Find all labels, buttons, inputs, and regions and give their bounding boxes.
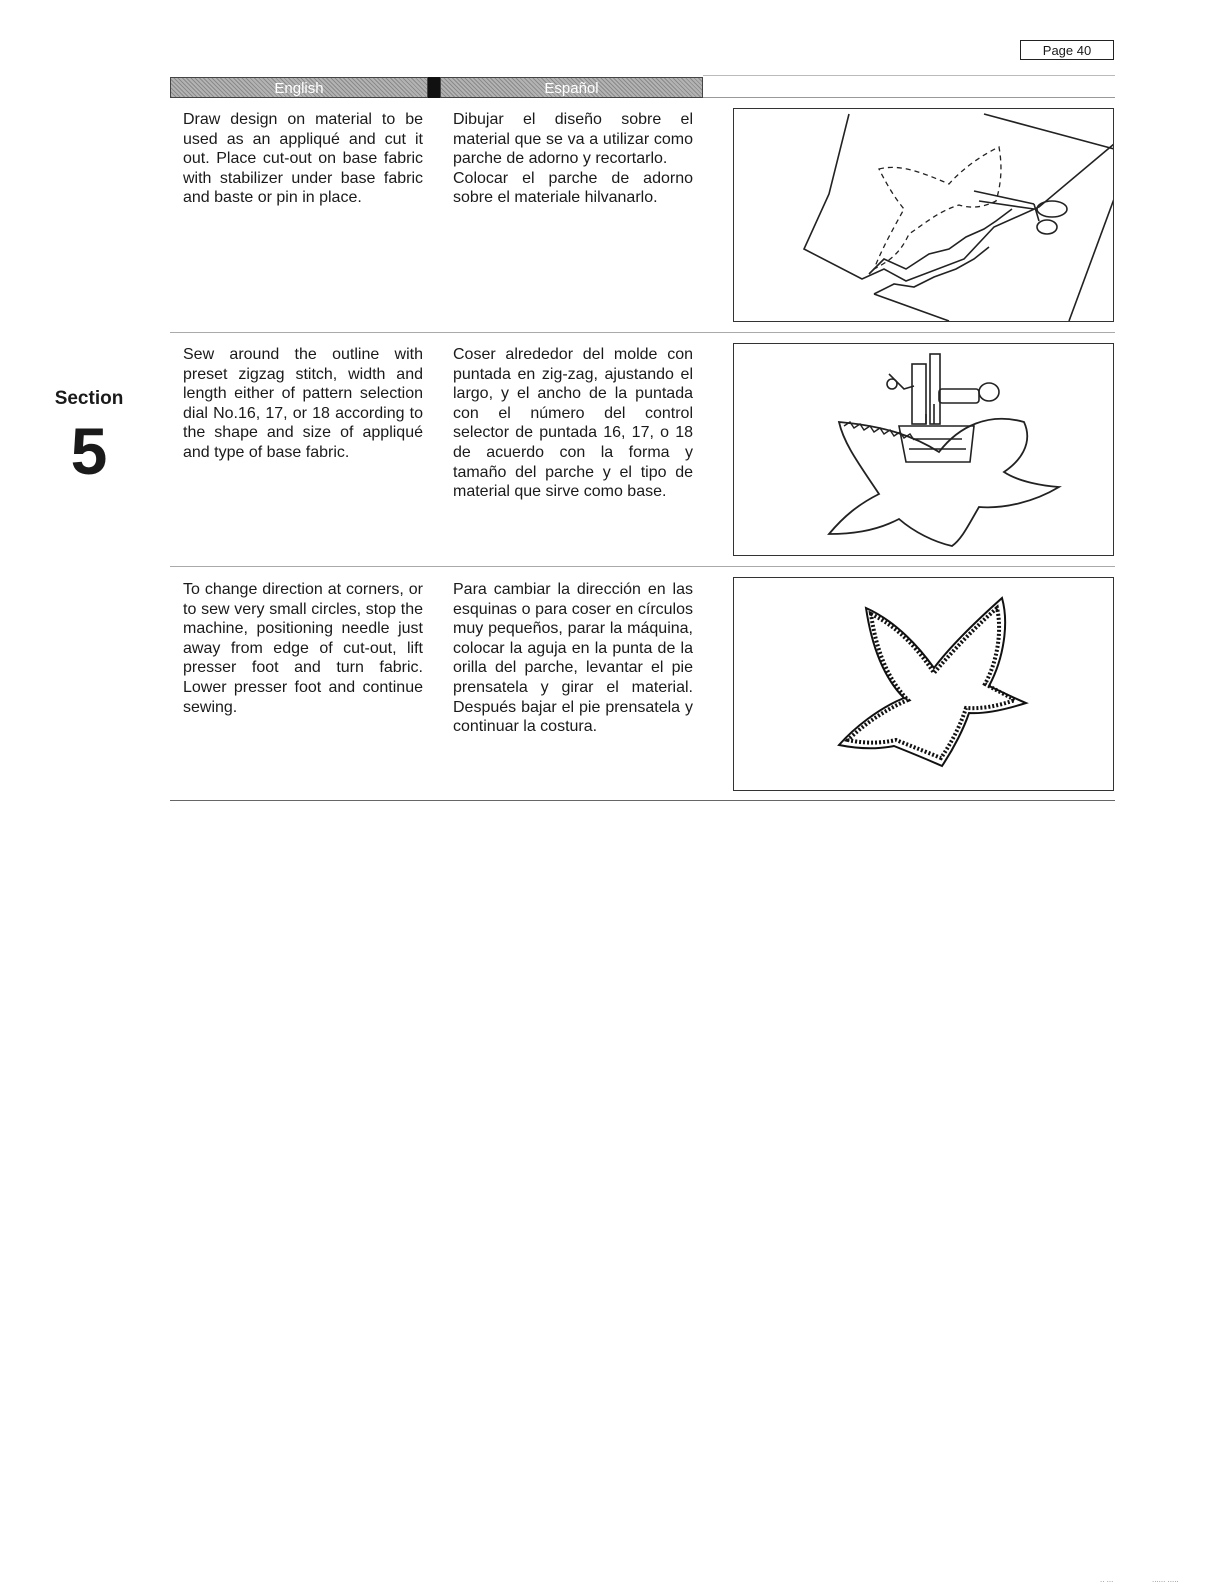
step-1-separator: [170, 332, 1115, 333]
step-3-english-text: To change direction at corners, or to sew very small circles, stop the machine, positioning needle just away from edge of cut-out, lift presser foot and turn fabric. Lower presser foot and continue sewing.: [183, 581, 423, 716]
spanish-column-header: Español: [440, 77, 703, 98]
page-number-label: Page 40: [1020, 40, 1114, 60]
header-divider: [428, 77, 440, 98]
sewing-applique-illustration: [733, 343, 1114, 556]
step-2-english-text: Sew around the outline with preset zigzag stitch, width and length either of pattern selection dial No.16, 17, or 18 according to the shape and size of appliqué and type of base fabric.: [183, 346, 423, 461]
scan-mark: .. ...: [1100, 1575, 1114, 1584]
step-1-spanish-text: Dibujar el diseño sobre el material que se va a utilizar como parche de adorno y recortarlo. Colocar el parche de adorno sobre el materiale hilvanarlo.: [453, 111, 693, 207]
header-top-rule: [703, 75, 1115, 76]
step-2-separator: [170, 566, 1115, 567]
step-3-spanish-text: Para cambiar la dirección en las esquinas o para coser en círculos muy pequeños, parar la máquina, colocar la aguja en la punta de la orilla del parche, levantar el pie prensatela y girar el material. Después bajar el pie prensatela y continuar la costura.: [453, 581, 693, 736]
english-column-header: English: [170, 77, 428, 98]
section-label: Section: [54, 388, 124, 409]
scan-mark: ...... .....: [1152, 1575, 1179, 1584]
finished-applique-illustration: [733, 577, 1114, 791]
cutting-applique-illustration: [733, 108, 1114, 322]
header-rule: [703, 97, 1115, 98]
step-2-spanish-text: Coser alrededor del molde con puntada en zig-zag, ajustando el largo, y el ancho de la puntada con el número del control selector de puntada 16, 17, o 18 de acuerdo con la forma y tamaño del parche y el tipo de material que sirve como base.: [453, 346, 693, 501]
section-number: 5: [70, 414, 108, 488]
step-1-english-text: Draw design on material to be used as an appliqué and cut it out. Place cut-out on base fabric with stabilizer under base fabric and baste or pin in place.: [183, 111, 423, 207]
step-3-separator: [170, 800, 1115, 801]
